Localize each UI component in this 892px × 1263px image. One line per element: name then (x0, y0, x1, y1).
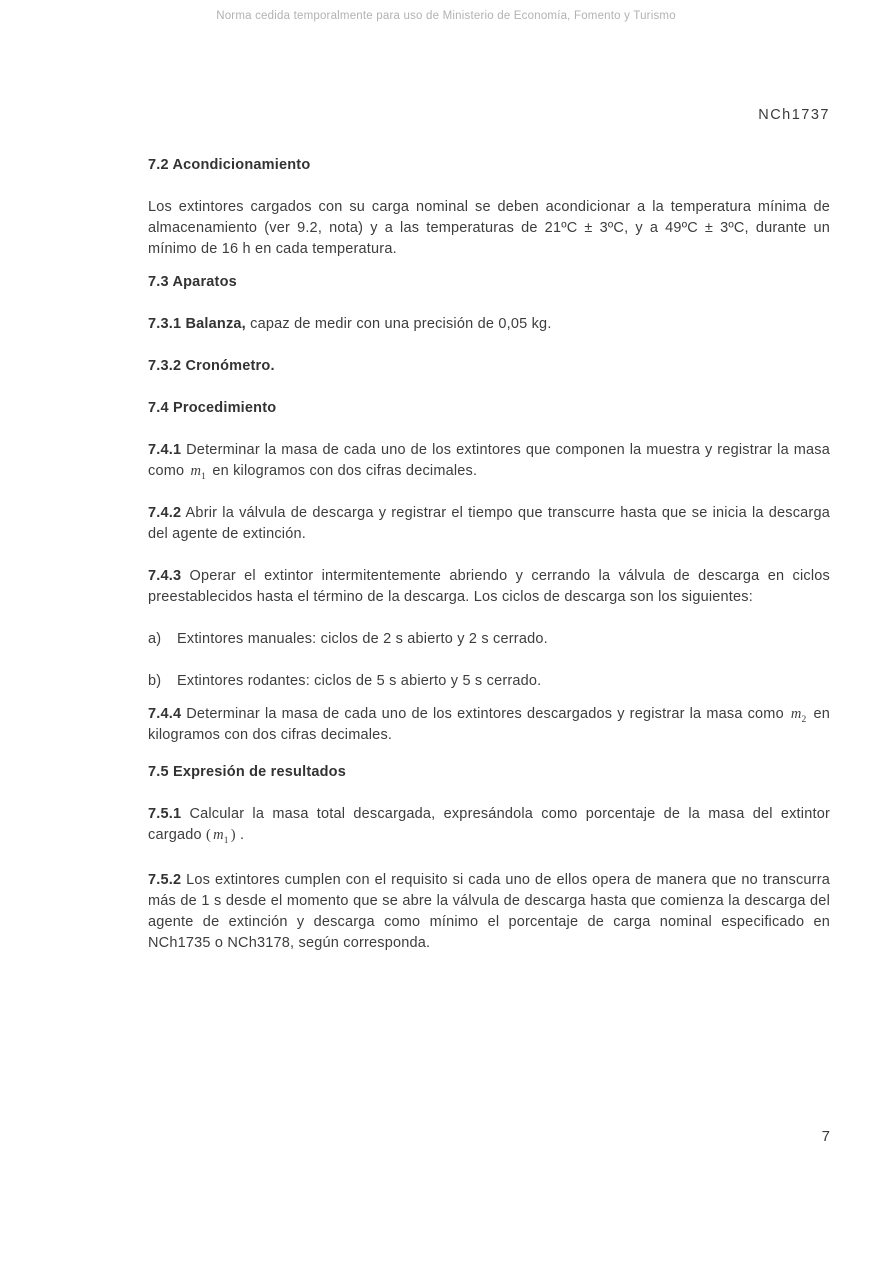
clause-7-4-1: 7.4.1 Determinar la masa de cada uno de los extintores que componen la muestra y registrar la masa como $m_1$ en kilogramos con dos cifras decimales. (148, 442, 830, 482)
heading-7-4: 7.4 Procedimiento (148, 400, 277, 416)
clause-7-5-2: 7.5.2 Los extintores cumplen con el requisito si cada uno de ellos opera de manera que no transcurra más de 1 s desde el momento que se abre la válvula de descarga hasta que comienza la descarga del agente de extinción y descarga como mínimo el porcentaje de carga nominal especificado en NCh1735 o NCh3178, según corresponda. (148, 872, 830, 951)
watermark-text: Norma cedida temporalmente para uso de Ministerio de Economía, Fomento y Turismo (216, 10, 676, 22)
list-item-a-text: Extintores manuales: ciclos de 2 s abierto y 2 s cerrado. (177, 631, 548, 647)
heading-7-3: 7.3 Aparatos (148, 274, 237, 290)
list-item-b-label: b) (148, 673, 162, 689)
clause-7-5-1: 7.5.1 Calcular la masa total descargada, expresándola como porcentaje de la masa del extintor cargado ( $m_1$ ) . (148, 806, 830, 846)
list-item-b (148, 671, 830, 692)
doc-reference: NCh1737 (758, 107, 830, 123)
heading-7-2: 7.2 Acondicionamiento (148, 157, 311, 173)
clause-7-4-3: 7.4.3 Operar el extintor intermitentemente abriendo y cerrando la válvula de descarga en ciclos preestablecidos hasta el término de la descarga. Los ciclos de descarga son los siguientes: (148, 568, 830, 605)
heading-7-5: 7.5 Expresión de resultados (148, 764, 346, 780)
list-item-b-text: Extintores rodantes: ciclos de 5 s abierto y 5 s cerrado. (177, 673, 542, 689)
clause-7-3-2: 7.3.2 Cronómetro. (148, 358, 275, 374)
para-7-2-body: Los extintores cargados con su carga nominal se deben acondicionar a la temperatura mínima de almacenamiento (ver 9.2, nota) y a las temperaturas de 21ºC ± 3ºC, y a 49ºC ± 3ºC, durante un mínimo de 16 h en cada temperatura. (148, 199, 830, 257)
page-content (148, 0, 830, 975)
page-number: 7 (821, 1128, 830, 1145)
clause-7-4-2: 7.4.2 Abrir la válvula de descarga y registrar el tiempo que transcurre hasta que se inicia la descarga del agente de extinción. (148, 505, 830, 542)
list-item-a-label: a) (148, 631, 162, 647)
list-item-a (148, 629, 830, 650)
clause-7-3-1: 7.3.1 Balanza, capaz de medir con una precisión de 0,05 kg. (148, 316, 552, 332)
clause-7-4-4: 7.4.4 Determinar la masa de cada uno de los extintores descargados y registrar la masa como $m_2$ en kilogramos con dos cifras decimales. (148, 706, 830, 743)
